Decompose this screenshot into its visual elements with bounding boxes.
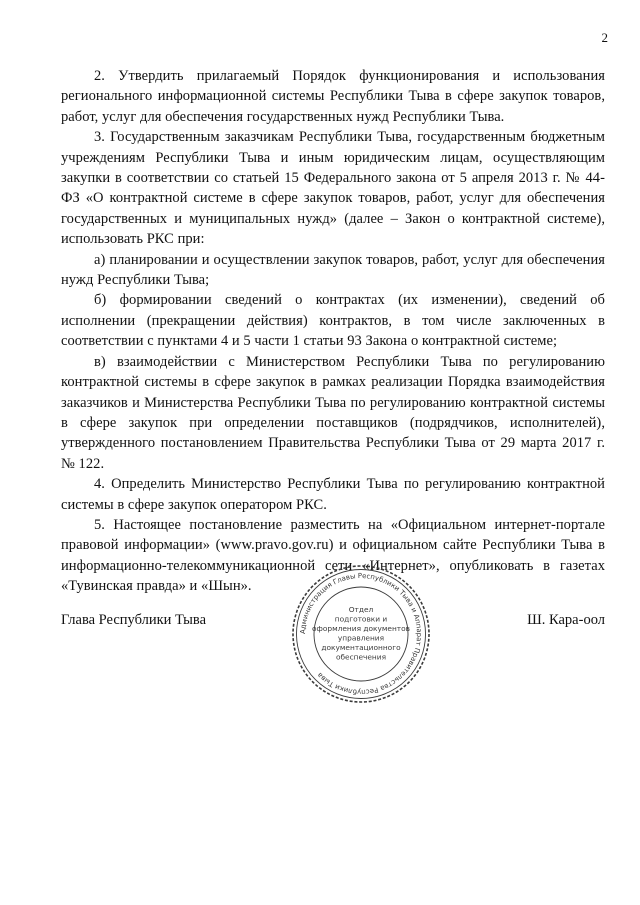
signatory-name: Ш. Кара-оол bbox=[527, 612, 605, 628]
seal-line: Отдел bbox=[348, 605, 374, 614]
paragraph-3a: а) планировании и осуществлении закупок товаров, работ, услуг для обеспечения нужд Республики Тыва; bbox=[61, 251, 605, 289]
seal-line: документационного bbox=[321, 643, 401, 652]
seal-center-text bbox=[312, 605, 410, 662]
paragraph-4: 4. Определить Министерство Республики Тыва по регулированию контрактной системы в сфере закупок оператором РКС. bbox=[61, 476, 605, 513]
page-number: 2 bbox=[601, 30, 608, 45]
signatory-title: Глава Республики Тыва bbox=[61, 612, 207, 628]
paragraph-3b: б) формировании сведений о контрактах (их изменении), сведений об исполнении (прекращении действия) контрактов, в том числе заключенных в соответствии с пунктами 4 и 5 части 1 статьи 93 Закона о контрактной системе; bbox=[61, 292, 605, 350]
paragraph-3: 3. Государственным заказчикам Республики Тыва, государственным бюджетным учреждениям Республики Тыва и иным юридическим лицам, осуществляющим закупки в соответствии со статьей 15 Федерального закона от 5 апреля 2013 г. № 44-ФЗ «О контрактной системе в сфере закупок товаров, работ, услуг для обеспечения государственных и муниципальных нужд» (далее – Закон о контрактной системе), использовать РКС при: bbox=[61, 129, 605, 248]
official-seal bbox=[290, 563, 432, 705]
seal-line: оформления документов bbox=[312, 624, 410, 633]
seal-line: управления bbox=[337, 633, 385, 643]
paragraph-5: 5. Настоящее постановление разместить на «Официальном интернет-портале правовой информации» (www.pravo.gov.ru) и официальном сайте Республики Тыва в информационно-телекоммуникационной сети «Интернет», опубликовать в газетах «Тувинская правда» и «Шын». bbox=[61, 516, 605, 595]
seal-ring-text: Администрация Главы Республики Тыва и Аппарат Правительства Республики Тыва bbox=[298, 571, 424, 697]
paragraph-2: 2. Утвердить прилагаемый Порядок функционирования и использования регионального информационной системы Республики Тыва в сфере закупок товаров, работ, услуг для обеспечения государственных нужд Республики Тыва. bbox=[61, 68, 605, 125]
seal-line: подготовки и bbox=[334, 614, 388, 624]
seal-line: обеспечения bbox=[335, 652, 387, 662]
paragraph-3c: в) взаимодействии с Министерством Республики Тыва по регулированию контрактной системы в сфере закупок в рамках реализации Порядка взаимодействия заказчиков и Министерства Республики Тыва по регулированию контрактной системы в сфере закупок при определении поставщиков (подрядчиков, исполнителей), утвержденного постановлением Правительства Республики Тыва от 29 марта 2017 г. № 122. bbox=[61, 353, 605, 472]
document-body bbox=[61, 66, 605, 597]
